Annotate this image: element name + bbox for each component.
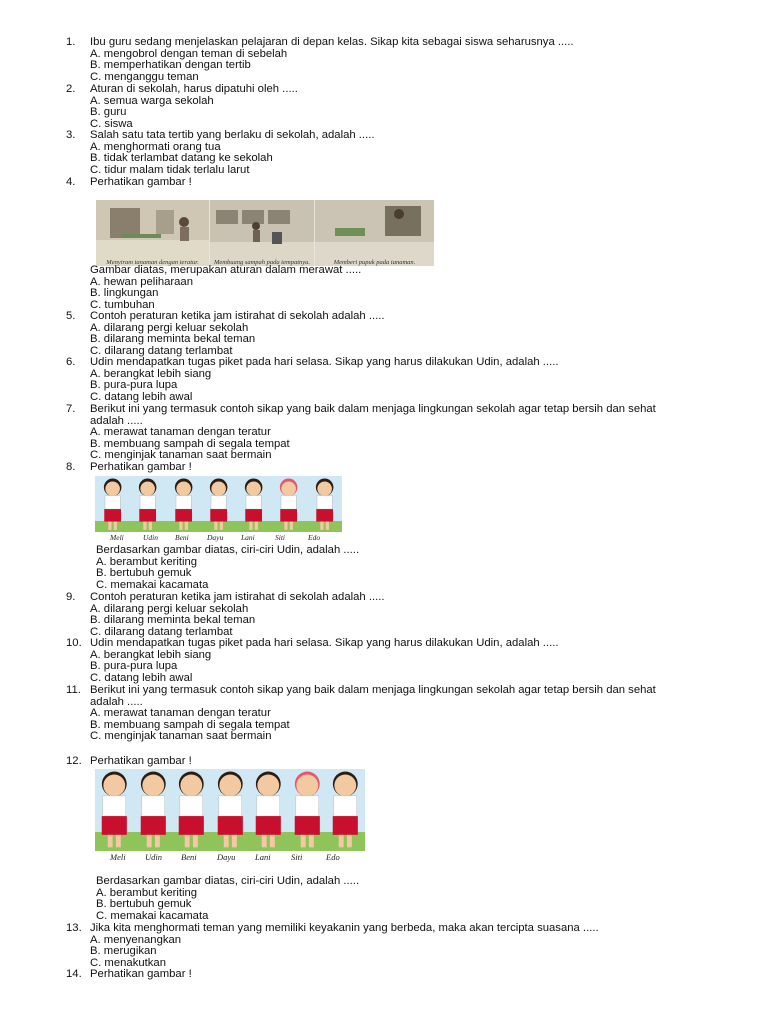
name-label: Dayu [217,852,236,862]
fertilizer-illustration [315,200,434,266]
student-figure [211,771,250,849]
question-11 [66,685,736,743]
name-label: Siti [275,533,286,542]
option-b: B. dilarang meminta bekal teman [90,614,256,627]
option-a: A. berambut keriting [96,555,198,568]
figure-environment-care [96,200,434,266]
student-figure [249,771,288,849]
option-c: C. memakai kacamata [96,909,209,922]
question-7 [66,404,736,462]
student-figure [95,478,130,530]
option-a: A. mengobrol dengan teman di sebelah [90,47,288,60]
question-number: 9. [66,591,76,603]
question-number: 7. [66,403,76,415]
question-number: 13. [66,922,82,934]
option-c: C. dilarang datang terlambat [90,625,233,638]
name-label: Edo [326,852,340,862]
question-prompt: Gambar diatas, merupakan aturan dalam merawat ..... [90,264,362,276]
student-figure [95,771,134,849]
name-label: Udin [145,852,162,862]
question-1 [66,37,736,83]
question-2 [66,84,736,130]
option-c: C. memakai kacamata [96,578,209,591]
name-label: Beni [181,852,197,862]
option-b: B. membuang sampah di segala tempat [90,718,290,731]
name-label: Siti [291,852,303,862]
question-number: 2. [66,83,76,95]
option-a: A. dilarang pergi keluar sekolah [90,602,249,615]
option-a: A. menghormati orang tua [90,140,221,153]
question-number: 14. [66,968,82,980]
option-b: B. lingkungan [90,287,159,300]
question-stem: Berikut ini yang termasuk contoh sikap yang baik dalam menjaga lingkungan sekolah agar tetap bersih dan sehat [90,684,656,696]
question-10 [66,638,736,684]
question-number: 10. [66,637,82,649]
question-8 [66,462,736,474]
figure-panel-trash [210,200,314,266]
student-figure [307,478,342,530]
question-13 [66,923,736,969]
question-stem: Aturan di sekolah, harus dipatuhi oleh ..... [90,83,298,95]
name-label: Lani [255,852,271,862]
student-names [95,532,342,544]
figure-panel-watering [96,200,209,266]
option-b: B. guru [90,106,127,119]
question-8-continued [66,545,736,591]
question-stem: Salah satu tata tertib yang berlaku di sekolah, adalah ..... [90,129,375,141]
figure-panel-fertilizer [315,200,434,266]
option-c: C. menginjak tanaman saat bermain [90,449,272,462]
caption-watering: Menyiram tanaman dengan teratur. [106,259,199,266]
question-stem: Contoh peraturan ketika jam istirahat di sekolah adalah ..... [90,591,385,603]
option-b: B. bertubuh gemuk [96,898,192,911]
question-stem: Perhatikan gambar ! [90,461,192,473]
student-figure [134,771,173,849]
question-stem-continued: adalah ..... [90,695,143,708]
student-figure [271,478,306,530]
question-4-continued [66,265,736,311]
question-14 [66,969,736,981]
question-stem: Udin mendapatkan tugas piket pada hari selasa. Sikap yang harus dilakukan Udin, adalah ..... [90,356,559,368]
question-stem: Udin mendapatkan tugas piket pada hari selasa. Sikap yang harus dilakukan Udin, adalah ..... [90,637,559,649]
student-figure [236,478,271,530]
question-6 [66,357,736,403]
question-number: 11. [66,684,81,696]
option-a: A. semua warga sekolah [90,94,214,107]
student-figure [326,771,365,849]
student-figure [288,771,327,849]
question-prompt: Berdasarkan gambar diatas, ciri-ciri Udin, adalah ..... [96,875,360,887]
option-a: A. berangkat lebih siang [90,648,212,661]
caption-fertilizer: Memberi pupuk pada tanaman. [333,259,416,266]
question-12 [66,756,736,768]
option-a: A. merawat tanaman dengan teratur [90,426,271,439]
option-a: A. berangkat lebih siang [90,367,212,380]
student-figure [130,478,165,530]
question-stem: Perhatikan gambar ! [90,176,192,188]
option-a: A. dilarang pergi keluar sekolah [90,321,249,334]
option-b: B. membuang sampah di segala tempat [90,437,290,450]
option-c: C. dilarang datang terlambat [90,344,233,357]
question-number: 3. [66,129,76,141]
trash-illustration [210,200,314,266]
question-prompt: Berdasarkan gambar diatas, ciri-ciri Udin, adalah ..... [96,544,360,556]
option-c: C. menakutkan [90,956,166,969]
option-a: A. menyenangkan [90,933,182,946]
option-b: B. memperhatikan dengan tertib [90,59,251,72]
option-b: B. tidak terlambat datang ke sekolah [90,152,273,165]
option-c: C. siswa [90,117,133,130]
student-figure [201,478,236,530]
question-stem: Ibu guru sedang menjelaskan pelajaran di depan kelas. Sikap kita sebagai siswa seharusnya ..... [90,36,574,48]
option-c: C. datang lebih awal [90,390,193,403]
figure-students-1 [95,476,342,544]
option-c: C. menginjak tanaman saat bermain [90,730,272,743]
question-stem: Berikut ini yang termasuk contoh sikap yang baik dalam menjaga lingkungan sekolah agar tetap bersih dan sehat [90,403,656,415]
student-figure [172,771,211,849]
student-figure [166,478,201,530]
question-number: 5. [66,310,76,322]
question-number: 12. [66,755,82,767]
question-12-continued [66,876,736,922]
question-stem-continued: adalah ..... [90,414,143,427]
option-b: B. bertubuh gemuk [96,567,192,580]
option-a: A. berambut keriting [96,886,198,899]
option-b: B. dilarang meminta bekal teman [90,333,256,346]
caption-trash: Membuang sampah pada tempatnya. [213,259,311,266]
watering-illustration [96,200,209,266]
option-b: B. pura-pura lupa [90,660,178,673]
name-label: Udin [143,533,158,542]
question-number: 8. [66,461,76,473]
option-a: A. merawat tanaman dengan teratur [90,707,271,720]
option-b: B. merugikan [90,945,157,958]
option-a: A. hewan peliharaan [90,275,194,288]
question-9 [66,592,736,638]
question-3 [66,130,736,176]
question-number: 1. [66,36,76,48]
option-c: C. menganggu teman [90,70,199,83]
option-b: B. pura-pura lupa [90,379,178,392]
question-number: 6. [66,356,76,368]
question-stem: Perhatikan gambar ! [90,755,192,767]
question-stem: Contoh peraturan ketika jam istirahat di sekolah adalah ..... [90,310,385,322]
question-5 [66,311,736,357]
name-label: Lani [241,533,255,542]
name-label: Beni [175,533,189,542]
name-label: Meli [110,852,126,862]
question-4 [66,177,736,189]
option-c: C. tidur malam tidak terlalu larut [90,163,250,176]
question-stem: Perhatikan gambar ! [90,968,192,980]
student-names [95,851,365,865]
name-label: Dayu [207,533,224,542]
option-c: C. tumbuhan [90,298,155,311]
question-number: 4. [66,176,76,188]
figure-students-2 [95,769,365,865]
question-stem: Jika kita menghormati teman yang memiliki keyakanin yang berbeda, maka akan tercipta suasana ..... [90,922,599,934]
name-label: Edo [308,533,321,542]
name-label: Meli [110,533,124,542]
option-c: C. datang lebih awal [90,671,193,684]
